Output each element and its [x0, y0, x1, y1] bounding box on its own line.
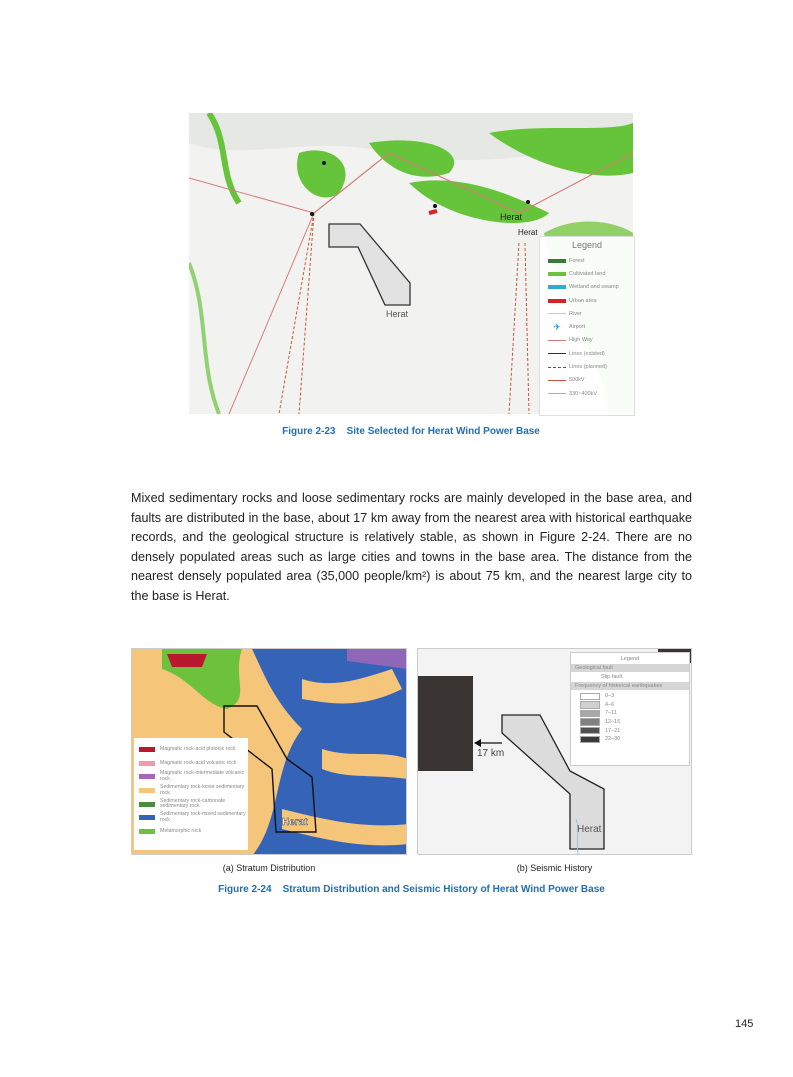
legend-label: Sedimentary rock-mixed sedimentary rock: [160, 811, 246, 823]
forest-swatch: [548, 259, 566, 263]
legend-swatch: [139, 747, 155, 752]
legend-item: [540, 307, 634, 320]
lines-planned-line: [548, 367, 566, 368]
site-map-legend: [539, 236, 635, 416]
subcaption-b: (b) Seismic History: [516, 863, 593, 873]
legend-label: 4–6: [605, 701, 615, 708]
legend-item: [571, 735, 689, 744]
legend-item: [134, 784, 248, 798]
distance-label: 17 km: [477, 748, 505, 759]
subcaption-a: (a) Stratum Distribution: [222, 863, 316, 873]
legend-swatch: [580, 693, 600, 701]
legend-item: [540, 347, 634, 360]
legend-swatch: [580, 727, 600, 735]
legend-item: [571, 718, 689, 727]
frequency-header: Frequency of historical earthquakes: [571, 682, 689, 690]
legend-item: [540, 387, 634, 400]
legend-item: [540, 320, 634, 333]
page-number: 145: [735, 1018, 754, 1030]
legend-label: 22–30: [605, 736, 621, 743]
herat-city-label-2: Herat: [518, 228, 538, 237]
legend-label: 17–21: [605, 727, 621, 734]
body-paragraph: [131, 489, 692, 607]
500kv-line: [548, 380, 566, 381]
legend-item: [571, 701, 689, 710]
legend-item: [540, 281, 634, 294]
legend-item: [540, 294, 634, 307]
legend-label: 7–11: [605, 710, 617, 717]
legend-item: [571, 726, 689, 735]
legend-item: [540, 334, 634, 347]
legend-item: [134, 770, 248, 784]
legend-label: 0–3: [605, 693, 615, 700]
legend-label: Lines (planned): [569, 364, 607, 371]
cultivated-swatch: [548, 272, 566, 276]
legend-item: [571, 709, 689, 718]
legend-label: Magmatic rock-acid plutonic rock: [160, 746, 236, 752]
legend-label: Airport: [569, 324, 586, 331]
legend-label: Magmatic rock-acid volcanic rock: [160, 759, 237, 766]
herat-label: Herat: [282, 817, 308, 828]
legend-swatch: [139, 815, 155, 820]
airplane-icon: ✈: [553, 321, 561, 332]
legend-swatch: [580, 701, 600, 709]
lines-existed-line: [548, 353, 566, 354]
legend-label: Metamorphic rock: [160, 827, 202, 834]
legend-label: Wetland and swamp: [569, 284, 619, 291]
legend-title: Legend: [571, 240, 603, 250]
legend-item: [540, 267, 634, 280]
legend-swatch: [580, 718, 600, 726]
legend-swatch: [139, 829, 155, 834]
legend-label: River: [569, 310, 582, 317]
herat-label: Herat: [577, 824, 602, 835]
herat-site-label: Herat: [386, 309, 409, 319]
legend-item: [540, 360, 634, 373]
legend-item: [134, 811, 248, 825]
slip-fault-label: Slip fault: [601, 674, 623, 680]
river-line: [548, 313, 566, 314]
fault-header: Geological fault: [571, 664, 689, 672]
legend-item: [571, 692, 689, 701]
legend-swatch: [580, 710, 600, 718]
legend-item: [134, 743, 248, 757]
legend-label: Magmatic rock-intermediate volcanic rock: [160, 770, 245, 782]
paragraph-text: Mixed sedimentary rocks and loose sedimentary rocks are mainly developed in the base area, and faults are distributed in the base, about 17 km away from the nearest area with historical earthquake records, and the geological structure is relatively stable, as shown in Figure 2-24. There are no densely populated areas such as large cities and towns in the base area. The distance from the nearest densely populated area (35,000 people/km²) is about 75 km, and the nearest large city to the base is Herat.: [131, 491, 692, 603]
legend-item: [134, 797, 248, 811]
legend-label: Lines (existed): [569, 350, 605, 357]
legend-item: [540, 254, 634, 267]
legend-swatch: [139, 788, 155, 793]
legend-label: Sedimentary rock-carbonate sedimentary rock: [160, 797, 226, 810]
legend-swatch: [139, 802, 155, 807]
legend-label: 500kV: [569, 377, 585, 384]
legend-item: [134, 825, 248, 839]
legend-label: High Way: [569, 337, 593, 344]
legend-swatch: [139, 761, 155, 766]
330kv-line: [548, 393, 566, 394]
figure-2-24-caption: Figure 2-24 Stratum Distribution and Seismic History of Herat Wind Power Base: [218, 884, 605, 895]
legend-swatch: [580, 736, 600, 744]
seismic-legend: [570, 652, 690, 766]
legend-label: Urban area: [569, 297, 597, 304]
legend-item: [134, 757, 248, 771]
herat-city-label: Herat: [500, 212, 523, 222]
highway-line: [548, 340, 566, 341]
figure-2-23-caption: Figure 2-23 Site Selected for Herat Wind Power Base: [282, 426, 540, 437]
stratum-legend: [134, 738, 248, 850]
urban-swatch: [548, 299, 566, 303]
legend-item: [540, 374, 634, 387]
legend-swatch: [139, 774, 155, 779]
legend-title: Legend: [620, 656, 640, 662]
legend-label: Cultivated land: [569, 270, 606, 277]
wetland-swatch: [548, 285, 566, 289]
legend-label: 330~400kV: [569, 390, 597, 397]
legend-label: 12–16: [605, 719, 621, 726]
legend-label: Forest: [569, 257, 585, 264]
legend-label: Sedimentary rock-loose sedimentary rock: [160, 783, 245, 796]
